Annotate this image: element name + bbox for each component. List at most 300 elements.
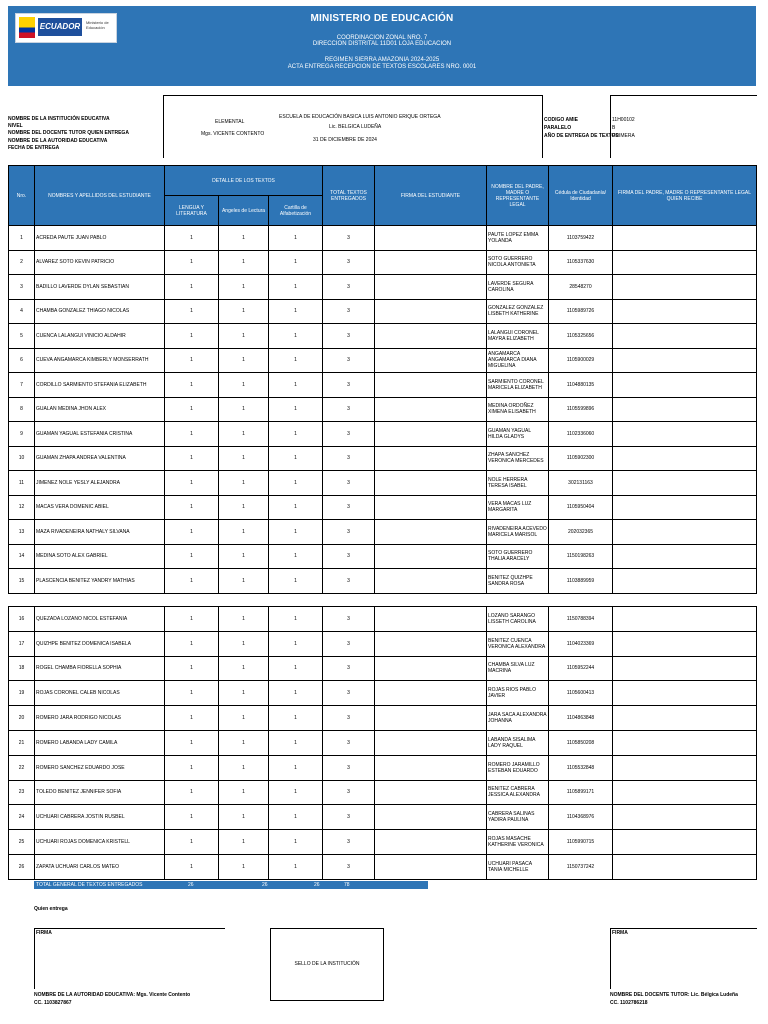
cartilla-count: 1 (269, 780, 323, 805)
parent-name: RIVADENEIRA ACEVEDO MARICELA MARISOL (487, 520, 549, 545)
date-value: 31 DE DICIEMBRE DE 2024 (313, 137, 377, 143)
student-name: ROGEL CHAMBA FIORELLA SOPHIA (35, 656, 165, 681)
total-count: 3 (323, 706, 375, 731)
lengua-count: 1 (165, 656, 219, 681)
angeles-count: 1 (219, 397, 269, 422)
student-signature-cell[interactable] (375, 250, 487, 275)
cartilla-count: 1 (269, 656, 323, 681)
total-bar (34, 881, 428, 889)
angeles-count: 1 (219, 275, 269, 300)
cartilla-count: 1 (269, 706, 323, 731)
lengua-count: 1 (165, 299, 219, 324)
student-signature-cell[interactable] (375, 422, 487, 447)
logo-brand: ECUADOR (38, 18, 82, 36)
total-count: 3 (323, 275, 375, 300)
total-angeles: 26 (262, 882, 268, 888)
col-parent-name: NOMBRE DEL PADRE, MADRE O REPRESENTANTE LEGAL (487, 166, 549, 226)
id-card: 1104863848 (549, 706, 613, 731)
table-row (9, 324, 757, 349)
total-count: 3 (323, 780, 375, 805)
parent-name: GONZALEZ GONZALEZ LISBETH KATHERINE (487, 299, 549, 324)
parent-name: ROMERO JARAMILLO ESTEBAN EDUARDO (487, 755, 549, 780)
total-count: 3 (323, 397, 375, 422)
table-row (9, 495, 757, 520)
lengua-count: 1 (165, 755, 219, 780)
lengua-count: 1 (165, 250, 219, 275)
total-count: 3 (323, 373, 375, 398)
table-row (9, 656, 757, 681)
student-name: ACREDA PAUTE JUAN PABLO (35, 226, 165, 251)
total-count: 3 (323, 607, 375, 632)
student-signature-cell[interactable] (375, 299, 487, 324)
student-signature-cell[interactable] (375, 780, 487, 805)
parent-signature-cell[interactable] (613, 299, 757, 324)
parent-name: BENITEZ CABRERA JESSICA ALEXANDRA (487, 780, 549, 805)
cartilla-count: 1 (269, 348, 323, 373)
col-angeles: Angeles de Lectura (219, 196, 269, 226)
lengua-count: 1 (165, 520, 219, 545)
parent-signature-cell[interactable] (613, 544, 757, 569)
table-row (9, 706, 757, 731)
lengua-count: 1 (165, 780, 219, 805)
cartilla-count: 1 (269, 299, 323, 324)
id-card: 1150788394 (549, 607, 613, 632)
total-label: TOTAL GENERAL DE TEXTOS ENTREGADOS (36, 882, 143, 888)
angeles-count: 1 (219, 830, 269, 855)
parent-signature-cell[interactable] (613, 250, 757, 275)
parent-signature-cell[interactable] (613, 324, 757, 349)
cartilla-count: 1 (269, 805, 323, 830)
student-signature-cell[interactable] (375, 854, 487, 879)
parent-name: ANGAMARCA ANGAMARCA DIANA MIGUELINA (487, 348, 549, 373)
student-signature-cell[interactable] (375, 805, 487, 830)
right-labels (544, 116, 619, 140)
total-count: 3 (323, 250, 375, 275)
parent-signature-cell[interactable] (613, 373, 757, 398)
angeles-count: 1 (219, 631, 269, 656)
col-student-name: NOMBRES Y APELLIDOS DEL ESTUDIANTE (35, 166, 165, 226)
row-number: 2 (9, 250, 35, 275)
col-cartilla: Cartilla de Alfabetización (269, 196, 323, 226)
parent-signature-cell[interactable] (613, 681, 757, 706)
table-row (9, 520, 757, 545)
parent-name: LAVERDE SEGURA CAROLINA (487, 275, 549, 300)
id-card: 1103759422 (549, 226, 613, 251)
row-number: 26 (9, 854, 35, 879)
ecuador-logo (15, 13, 117, 43)
row-number: 7 (9, 373, 35, 398)
table-row (9, 780, 757, 805)
table-row (9, 397, 757, 422)
cartilla-count: 1 (269, 373, 323, 398)
parent-name: SOTO GUERRERO THALIA ARACELY (487, 544, 549, 569)
lengua-count: 1 (165, 226, 219, 251)
angeles-count: 1 (219, 373, 269, 398)
parent-name: PAUTE LOPEZ EMMA YOLANDA (487, 226, 549, 251)
institution-seal: SELLO DE LA INSTITUCIÓN (270, 928, 384, 1001)
angeles-count: 1 (219, 706, 269, 731)
angeles-count: 1 (219, 854, 269, 879)
table-row (9, 569, 757, 594)
firma-right: FIRMA (612, 930, 628, 936)
table-row (9, 422, 757, 447)
lengua-count: 1 (165, 471, 219, 496)
lengua-count: 1 (165, 631, 219, 656)
regime-line: REGIMEN SIERRA AMAZONIA 2024-2025 (324, 57, 440, 63)
authority-name: NOMBRE DE LA AUTORIDAD EDUCATIVA: Mgs. Vicente Contento (34, 992, 191, 998)
row-number: 15 (9, 569, 35, 594)
row-number: 19 (9, 681, 35, 706)
cartilla-count: 1 (269, 607, 323, 632)
right-label-0: CODIGO AMIE (544, 117, 578, 123)
student-name: CUENCA LALANGUI VINICIO ALDAHIR (35, 324, 165, 349)
tutor-value: Lic. BELGICA LUDEÑA (329, 124, 382, 130)
row-number: 3 (9, 275, 35, 300)
parent-signature-cell[interactable] (613, 730, 757, 755)
table-row (9, 854, 757, 879)
parent-signature-cell[interactable] (613, 569, 757, 594)
total-count: 3 (323, 422, 375, 447)
cartilla-count: 1 (269, 275, 323, 300)
total-count: 3 (323, 520, 375, 545)
total-count: 3 (323, 805, 375, 830)
row-number: 6 (9, 348, 35, 373)
cartilla-count: 1 (269, 422, 323, 447)
row-number: 1 (9, 226, 35, 251)
total-count: 3 (323, 631, 375, 656)
student-name: CORDILLO SARMIENTO STEFANIA ELIZABETH (35, 373, 165, 398)
angeles-count: 1 (219, 226, 269, 251)
row-number: 5 (9, 324, 35, 349)
id-card: 1105952244 (549, 656, 613, 681)
id-card: 302131163 (549, 471, 613, 496)
angeles-count: 1 (219, 471, 269, 496)
student-name: QUIZHPE BENITEZ DOMENICA ISABELA (35, 631, 165, 656)
table-row (9, 755, 757, 780)
act-title: ACTA ENTREGA RECEPCION DE TEXTOS ESCOLARES NRO. 0001 (287, 64, 477, 70)
parent-signature-cell[interactable] (613, 805, 757, 830)
parent-name: CABRERA SALINAS YADIRA PAULINA (487, 805, 549, 830)
parent-name: CHAMBA SILVA LUZ MACRINA (487, 656, 549, 681)
student-signature-cell[interactable] (375, 324, 487, 349)
table-row (9, 830, 757, 855)
students-table-part1 (8, 165, 757, 594)
table-row (9, 631, 757, 656)
angeles-count: 1 (219, 656, 269, 681)
angeles-count: 1 (219, 607, 269, 632)
row-number: 9 (9, 422, 35, 447)
student-name: UCHUARI ROJAS DOMENICA KRISTELL (35, 830, 165, 855)
total-count: 3 (323, 495, 375, 520)
lengua-count: 1 (165, 495, 219, 520)
parent-signature-cell[interactable] (613, 755, 757, 780)
row-number: 16 (9, 607, 35, 632)
parent-signature-cell[interactable] (613, 397, 757, 422)
id-card: 1105950404 (549, 495, 613, 520)
lengua-count: 1 (165, 706, 219, 731)
student-signature-cell[interactable] (375, 830, 487, 855)
parent-signature-cell[interactable] (613, 607, 757, 632)
table-row (9, 299, 757, 324)
left-signature-box (34, 928, 225, 989)
parent-name: LABANDA SISALIMA LADY RAQUEL (487, 730, 549, 755)
parent-signature-cell[interactable] (613, 830, 757, 855)
quien-entrega: Quien entrega (34, 906, 68, 912)
angeles-count: 1 (219, 569, 269, 594)
info-label-3: NOMBRE DE LA AUTORIDAD EDUCATIVA (8, 137, 108, 144)
id-card: 1105899171 (549, 780, 613, 805)
parent-signature-cell[interactable] (613, 275, 757, 300)
student-name: GUAMAN YAGUAL ESTEFANIA CRISTINA (35, 422, 165, 447)
tutor-name: NOMBRE DEL DOCENTE TUTOR: Lic. Bélgica Ludeña (610, 992, 738, 998)
angeles-count: 1 (219, 299, 269, 324)
row-number: 22 (9, 755, 35, 780)
cartilla-count: 1 (269, 471, 323, 496)
student-signature-cell[interactable] (375, 348, 487, 373)
info-label-4: FECHA DE ENTREGA (8, 144, 60, 151)
total-count: 3 (323, 755, 375, 780)
student-name: GUALAN MEDINA JHON ALEX (35, 397, 165, 422)
student-signature-cell[interactable] (375, 631, 487, 656)
parent-name: LOZANO SARANGO LISSETH CAROLINA (487, 607, 549, 632)
student-signature-cell[interactable] (375, 275, 487, 300)
student-signature-cell[interactable] (375, 495, 487, 520)
col-student-signature: FIRMA DEL ESTUDIANTE (375, 166, 487, 226)
info-labels (8, 116, 129, 152)
parent-signature-cell[interactable] (613, 422, 757, 447)
id-card: 1105337630 (549, 250, 613, 275)
total-count: 3 (323, 324, 375, 349)
row-number: 25 (9, 830, 35, 855)
angeles-count: 1 (219, 544, 269, 569)
parent-name: ROJAS MASACHE KATHERINE VERONICA (487, 830, 549, 855)
parent-name: BENITEZ QUIZHPE SANDRA ROSA (487, 569, 549, 594)
lengua-count: 1 (165, 854, 219, 879)
student-name: GUAMAN ZHAPA ANDREA VALENTINA (35, 446, 165, 471)
lengua-count: 1 (165, 681, 219, 706)
student-signature-cell[interactable] (375, 569, 487, 594)
angeles-count: 1 (219, 446, 269, 471)
angeles-count: 1 (219, 755, 269, 780)
student-name: ROMERO JARA RODRIGO NICOLAS (35, 706, 165, 731)
student-name: MAZA RIVADENEIRA NATHALY SILVANA (35, 520, 165, 545)
lengua-count: 1 (165, 373, 219, 398)
row-number: 10 (9, 446, 35, 471)
table-row (9, 226, 757, 251)
student-name: ZAPATA UCHUARI CARLOS MATEO (35, 854, 165, 879)
parent-signature-cell[interactable] (613, 495, 757, 520)
lengua-count: 1 (165, 607, 219, 632)
student-signature-cell[interactable] (375, 446, 487, 471)
logo-ministry: Ministerio de Educación (86, 20, 109, 30)
total-count: 3 (323, 226, 375, 251)
table-row (9, 275, 757, 300)
lengua-count: 1 (165, 446, 219, 471)
row-number: 11 (9, 471, 35, 496)
id-card: 202032365 (549, 520, 613, 545)
right-label-2: AÑO DE ENTREGA DE TEXTOS (544, 133, 619, 139)
id-card: 1105599896 (549, 397, 613, 422)
id-card: 1104368976 (549, 805, 613, 830)
table-row (9, 607, 757, 632)
id-card: 1150737242 (549, 854, 613, 879)
student-signature-cell[interactable] (375, 730, 487, 755)
student-signature-cell[interactable] (375, 681, 487, 706)
table-row (9, 471, 757, 496)
total-lengua: 26 (188, 882, 194, 888)
id-card: 1103889959 (549, 569, 613, 594)
id-card: 1105325656 (549, 324, 613, 349)
angeles-count: 1 (219, 495, 269, 520)
zonal-coordination: COORDINACION ZONAL NRO. 7 (336, 35, 428, 41)
angeles-count: 1 (219, 250, 269, 275)
col-nro: Nro. (9, 166, 35, 226)
col-lengua: LENGUA Y LITERATURA (165, 196, 219, 226)
parent-signature-cell[interactable] (613, 520, 757, 545)
firma-left: FIRMA (36, 930, 52, 936)
angeles-count: 1 (219, 422, 269, 447)
student-signature-cell[interactable] (375, 755, 487, 780)
district-direction: DIRECCION DISTRITAL 11D01 LOJA EDUCACION (312, 41, 452, 47)
row-number: 14 (9, 544, 35, 569)
id-card: 1102336060 (549, 422, 613, 447)
lengua-count: 1 (165, 805, 219, 830)
id-card: 1104880135 (549, 373, 613, 398)
angeles-count: 1 (219, 730, 269, 755)
total-count: 3 (323, 681, 375, 706)
student-name: BADILLO LAVERDE DYLAN SEBASTIAN (35, 275, 165, 300)
parent-name: ZHAPA SANCHEZ VERONICA MERCEDES (487, 446, 549, 471)
info-label-1: NIVEL (8, 123, 23, 130)
student-signature-cell[interactable] (375, 607, 487, 632)
info-label-0: NOMBRE DE LA INSTITUCIÓN EDUCATIVA (8, 116, 110, 122)
lengua-count: 1 (165, 397, 219, 422)
table-row (9, 250, 757, 275)
student-name: UCHUARI CABRERA JOSTIN RUSBEL (35, 805, 165, 830)
col-total: TOTAL TEXTOS ENTREGADOS (323, 166, 375, 226)
cartilla-count: 1 (269, 520, 323, 545)
total-count: 3 (323, 569, 375, 594)
student-signature-cell[interactable] (375, 226, 487, 251)
level-value: ELEMENTAL (215, 119, 245, 125)
total-all: 78 (344, 882, 350, 888)
flag-icon (19, 17, 35, 38)
id-card: 1104023369 (549, 631, 613, 656)
row-number: 8 (9, 397, 35, 422)
table-row (9, 348, 757, 373)
student-signature-cell[interactable] (375, 373, 487, 398)
student-name: MACAS VERA DOMENIC ABIEL (35, 495, 165, 520)
institution-name: ESCUELA DE EDUCACIÓN BASICA LUIS ANTONIO ERIQUE ORTEGA (279, 114, 441, 120)
table-row (9, 544, 757, 569)
total-count: 3 (323, 854, 375, 879)
student-name: ROMERO SANCHEZ EDUARDO JOSE (35, 755, 165, 780)
parent-signature-cell[interactable] (613, 348, 757, 373)
total-count: 3 (323, 730, 375, 755)
lengua-count: 1 (165, 324, 219, 349)
row-number: 12 (9, 495, 35, 520)
info-values (163, 113, 541, 145)
student-signature-cell[interactable] (375, 544, 487, 569)
parent-signature-cell[interactable] (613, 471, 757, 496)
total-count: 3 (323, 471, 375, 496)
lengua-count: 1 (165, 275, 219, 300)
row-number: 18 (9, 656, 35, 681)
lengua-count: 1 (165, 730, 219, 755)
table-row (9, 681, 757, 706)
authority-value: Mgs. VICENTE CONTENTO (201, 131, 265, 137)
cartilla-count: 1 (269, 397, 323, 422)
row-number: 24 (9, 805, 35, 830)
id-card: 1105850208 (549, 730, 613, 755)
table-row (9, 730, 757, 755)
right-values (612, 116, 635, 140)
parent-signature-cell[interactable] (613, 780, 757, 805)
angeles-count: 1 (219, 681, 269, 706)
table-row (9, 805, 757, 830)
lengua-count: 1 (165, 422, 219, 447)
student-signature-cell[interactable] (375, 397, 487, 422)
row-number: 13 (9, 520, 35, 545)
cartilla-count: 1 (269, 854, 323, 879)
parent-signature-cell[interactable] (613, 631, 757, 656)
total-count: 3 (323, 656, 375, 681)
id-card: 1105532848 (549, 755, 613, 780)
id-card: 1105900029 (549, 348, 613, 373)
student-signature-cell[interactable] (375, 706, 487, 731)
parent-name: SARMIENTO CORONEL MARICELA ELIZABETH (487, 373, 549, 398)
cartilla-count: 1 (269, 569, 323, 594)
table-row (9, 446, 757, 471)
authority-ci: CC. 1103827867 (34, 1000, 72, 1006)
angeles-count: 1 (219, 348, 269, 373)
lengua-count: 1 (165, 830, 219, 855)
row-number: 17 (9, 631, 35, 656)
right-value-0: 11H00102 (612, 117, 635, 123)
students-table-part2 (8, 606, 757, 880)
angeles-count: 1 (219, 805, 269, 830)
student-name: CHAMBA GONZALEZ THIAGO NICOLAS (35, 299, 165, 324)
total-count: 3 (323, 544, 375, 569)
id-card: 1150198263 (549, 544, 613, 569)
parent-signature-cell[interactable] (613, 656, 757, 681)
id-card: 1105600413 (549, 681, 613, 706)
row-number: 4 (9, 299, 35, 324)
student-name: QUEZADA LOZANO NICOL ESTEFANIA (35, 607, 165, 632)
student-name: ROJAS CORONEL CALEB NICOLAS (35, 681, 165, 706)
document-header (8, 6, 756, 86)
parent-signature-cell[interactable] (613, 854, 757, 879)
cartilla-count: 1 (269, 495, 323, 520)
col-id-card: Cédula de Ciudadanía/ Identidad (549, 166, 613, 226)
total-cartilla: 26 (314, 882, 320, 888)
parent-signature-cell[interactable] (613, 226, 757, 251)
parent-name: UCHUARI PASACA TANIA MICHELLE (487, 854, 549, 879)
parent-signature-cell[interactable] (613, 446, 757, 471)
angeles-count: 1 (219, 520, 269, 545)
parent-name: VERA MACAS LUZ MARGARITA (487, 495, 549, 520)
student-signature-cell[interactable] (375, 520, 487, 545)
parent-name: ROJAS RIOS PABLO JAVIER (487, 681, 549, 706)
cartilla-count: 1 (269, 730, 323, 755)
lengua-count: 1 (165, 544, 219, 569)
student-signature-cell[interactable] (375, 656, 487, 681)
right-value-2: PRIMERA (612, 133, 635, 139)
angeles-count: 1 (219, 324, 269, 349)
parent-signature-cell[interactable] (613, 706, 757, 731)
student-name: TOLEDO BENITEZ JENNIFER SOFIA (35, 780, 165, 805)
student-signature-cell[interactable] (375, 471, 487, 496)
